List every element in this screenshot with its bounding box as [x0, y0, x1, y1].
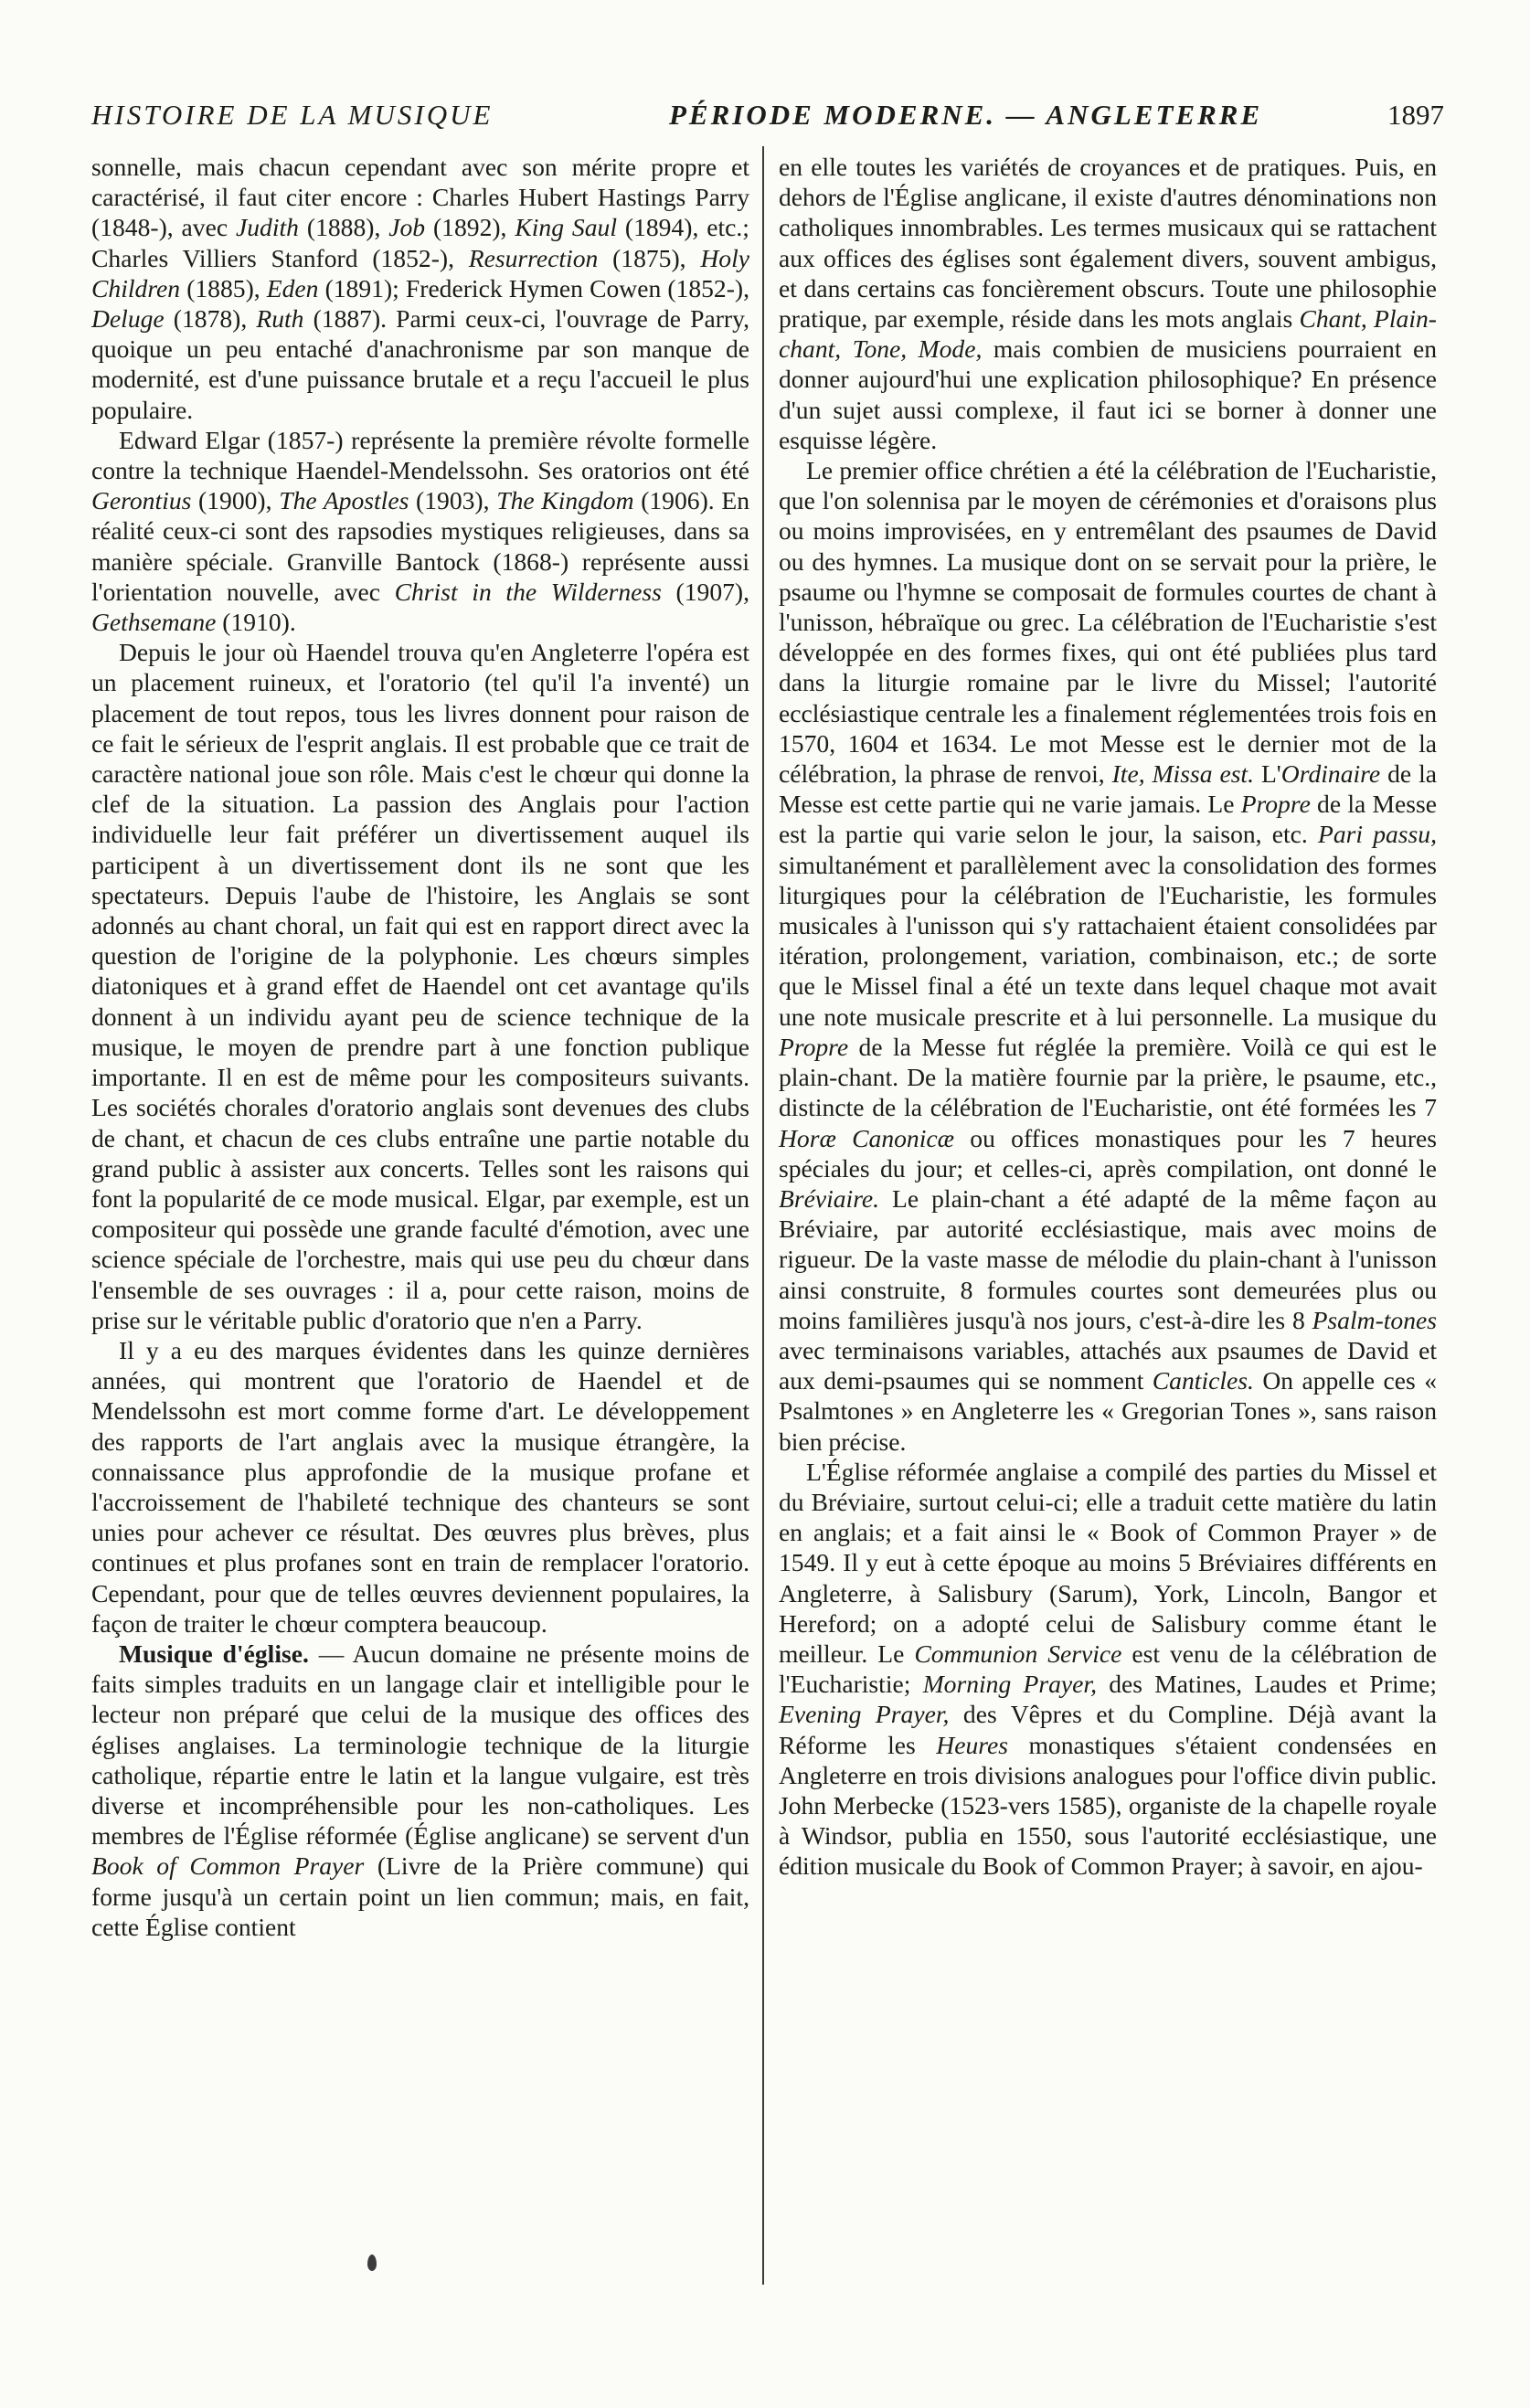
text-run: est venu de la célébration de l'Eucharistie; — [779, 1639, 1437, 1699]
text-run: L' — [1254, 759, 1281, 789]
header-section-title: PÉRIODE MODERNE. — ANGLETERRE — [669, 99, 1263, 131]
term: Ordinaire — [1280, 759, 1381, 789]
work-title: Job — [388, 213, 426, 242]
text-run: (1910). — [216, 608, 296, 637]
paragraph-church-music — [91, 1639, 749, 1942]
text-run: de la Messe est cette partie qui ne varie jamais. Le — [779, 759, 1437, 819]
text-run: avec terminaisons variables, attachés aux psaumes de David et aux demi-psaumes qui se nomment — [779, 1335, 1437, 1395]
term: Communion Service — [914, 1639, 1122, 1668]
section-heading: Musique d'église. — [119, 1639, 309, 1668]
text-run: (Livre de la Prière commune) qui forme jusqu'à un certain point un lien commun; mais, en fait, cette Église contient — [91, 1851, 749, 1941]
text-run: L'Église réformée anglaise a compilé des parties du Missel et du Bréviaire, surtout celui-ci; elle a traduit cette matière du latin en anglais; et a fait ainsi le « Book of Common Prayer » de 1549. Il y eut à cette époque au moins 5 Bréviaires différents en Angleterre, à Salisbury (Sarum), York, Lincoln, Bangor et Hereford; on a adopté celui de Salisbury comme étant le meilleur. Le — [779, 1457, 1437, 1668]
text-run: monastiques s'étaient condensées en Angleterre en trois divisions analogues pour l'office divin public. John Merbecke (1523-vers 1585), organiste de la chapelle royale à Windsor, publia en 1550, sous l'autorité ecclésiastique, une édition musicale du Book of Common Prayer; à savoir, en ajou- — [779, 1730, 1437, 1881]
work-title: Resurrection — [468, 243, 599, 272]
work-title: Gerontius — [91, 486, 192, 515]
term: Psalm-tones — [1312, 1305, 1437, 1334]
work-title: The Apostles — [279, 486, 409, 515]
text-run: (1900), — [191, 486, 280, 515]
work-title: Book of Common Prayer — [91, 1851, 365, 1881]
running-header — [91, 99, 1444, 137]
term: Canticles. — [1152, 1366, 1254, 1395]
right-column — [779, 152, 1437, 1882]
work-title: Holy Children — [91, 243, 749, 302]
text-run: (1891); Frederick Hymen Cowen (1852-), — [318, 273, 749, 302]
text-run: On appelle ces « Psalmtones » en Angleterre les « Gregorian Tones », sans raison bien précise. — [779, 1366, 1437, 1456]
paragraph-eucharist-plainchant — [779, 455, 1437, 1457]
work-title: The Kingdom — [496, 486, 634, 515]
text-run: des Vêpres et du Compline. Déjà avant la Réforme les — [779, 1700, 1437, 1759]
term: Propre — [779, 1032, 849, 1061]
term: Morning Prayer, — [922, 1670, 1097, 1699]
text-run: des Matines, Laudes et Prime; — [1096, 1670, 1437, 1699]
latin-phrase: Pari passu, — [1317, 820, 1437, 849]
page-number: 1897 — [1387, 99, 1444, 131]
latin-phrase: Horæ Canonicæ — [779, 1123, 955, 1152]
text-run: simultanément et parallèlement avec la consolidation des formes liturgiques pour la célébration de l'Eucharistie, les formules musicales à l'unisson qui s'y rattachaient étaient consolidées par itération, prolongement, variation, combinaison, etc.; de sorte que le Missel final a été un texte dans lequel chaque mot avait une note musicale prescrite et à lui personnelle. La musique du — [779, 850, 1437, 1031]
paragraph-oratorio-decline: Il y a eu des marques évidentes dans les quinze dernières années, qui montrent que l'oratorio de Haendel et de Mendelssohn est mort comme forme d'art. Le développement des rapports de l'art anglais avec la musique étrangère, la connaissance plus approfondie de la musique profane et l'accroissement de l'habileté technique des chanteurs se sont unies pour achever ce résultat. Des œuvres plus brèves, plus continues et plus profanes sont en train de remplacer l'oratorio. Cependant, pour que de telles œuvres deviennent populaires, la façon de traiter le chœur comptera beaucoup. — [91, 1335, 749, 1638]
text-run: (1907), — [661, 577, 749, 606]
text-run: en elle toutes les variétés de croyances et de pratiques. Puis, en dehors de l'Église anglicane, il existe d'autres dénominations non catholiques innombrables. Les termes musicaux qui se rattachent aux offices des églises sont également divers, souvent ambigus, et dans certains cas foncièrement obscurs. Toute une philosophie pratique, par exemple, réside dans les mots anglais — [779, 153, 1437, 334]
paragraph-terminology — [779, 152, 1437, 455]
paragraph-elgar-bantock — [91, 425, 749, 637]
term: Evening Prayer, — [779, 1700, 950, 1729]
paragraph-choral-tradition: Depuis le jour où Haendel trouva qu'en Angleterre l'opéra est un placement ruineux, et l'oratorio (tel qu'il l'a inventé) un placement de tout repos, tous les livres donnent pour raison de ce fait le sérieux de l'esprit anglais. Il est probable que ce trait de caractère national joue son rôle. Mais c'est le chœur qui donne la clef de la situation. La passion des Anglais pour l'action individuelle leur fait préférer un divertissement auquel ils participent à un divertissement dont ils ne sont que les spectateurs. Depuis l'aube de l'histoire, les Anglais se sont adonnés au chant choral, un fait qui est en rapport direct avec la question de l'origine de la polyphonie. Les chœurs simples diatoniques et à grand effet de Haendel ont cet avantage qu'ils donnent à un individu ayant peu de science technique de la musique, le moyen de prendre part à une fonction publique importante. Il en est de même pour les compositeurs suivants. Les sociétés chorales d'oratorio anglais sont devenues des clubs de chant, et chacun de ces clubs entraîne une partie notable du grand public à assister aux concerts. Telles sont les raisons qui font la popularité de ce mode musical. Elgar, par exemple, est un compositeur qui possède une grande faculté d'émotion, avec une science spéciale de l'orchestre, mais qui use peu du chœur dans l'ensemble de ses ouvrages : il a, pour cette raison, moins de prise sur le véritable public d'oratorio que n'en a Parry. — [91, 638, 749, 1334]
paragraph-book-of-common-prayer — [779, 1457, 1437, 1882]
text-run: — Aucun domaine ne présente moins de faits simples traduits en un langage clair et intelligible pour le lecteur non préparé que celui de la musique des offices des églises anglaises. La terminologie technique de la liturgie catholique, répartie entre le latin et la langue vulgaire, est très diverse et incompréhensible pour les non-catholiques. Les membres de l'Église réformée (Église anglicane) se servent d'un — [91, 1639, 749, 1851]
text-run: (1906). En réalité ceux-ci sont des rapsodies mystiques religieuses, dans sa manière spéciale. Granville Bantock (1868-) représente aussi l'orientation nouvelle, avec — [91, 486, 750, 606]
latin-phrase: Ite, Missa est. — [1111, 759, 1254, 789]
work-title: Ruth — [256, 304, 304, 334]
text-run: (1892), — [425, 213, 515, 242]
text-run: (1875), — [598, 243, 701, 272]
text-run: (1888), — [298, 213, 389, 242]
text-run: Le premier office chrétien a été la célébration de l'Eucharistie, que l'on solennisa par le moyen de cérémonies et d'oraisons plus ou moins improvisées, en y entremêlant des psaumes de David ou des hymnes. La musique dont on se servait pour la prière, le psaume ou l'hymne se composait de formules courtes de chant à l'unisson, hébraïque ou grec. La célébration de l'Eucharistie s'est développée en des formes fixes, qui ont été publiées plus tard dans la liturgie romaine par le livre du Missel; l'autorité ecclésiastique centrale les a finalement réglementées trois fois en 1570, 1604 et 1634. Le mot Messe est le dernier mot de la célébration, la phrase de renvoi, — [779, 456, 1437, 789]
left-column — [91, 152, 749, 1942]
term-list: Chant, Plain-chant, Tone, Mode, — [779, 304, 1437, 364]
text-run: de la Messe est la partie qui varie selon le jour, la saison, etc. — [779, 790, 1437, 849]
work-title: Deluge — [91, 304, 165, 334]
text-run: Le plain-chant a été adapté de la même façon au Bréviaire, par autorité ecclésiastique, mais avec moins de rigueur. De la vaste masse de mélodie du plain-chant à l'unisson ainsi construite, 8 formules courtes sont demeurées plus ou moins familières jusqu'à nos jours, c'est-à-dire les 8 — [779, 1183, 1437, 1334]
text-run: (1878), — [164, 304, 257, 334]
column-divider — [762, 146, 764, 2285]
text-run: de la Messe fut réglée la première. Voilà ce qui est le plain-chant. De la matière fournie par la prière, le psaume, etc., distincte de la célébration de l'Eucharistie, ont été formées les 7 — [779, 1032, 1437, 1122]
text-run: sonnelle, mais chacun cependant avec son mérite propre et caractérisé, il faut citer encore : Charles Hubert Hastings Parry (1848-), avec — [91, 153, 749, 242]
work-title: King Saul — [515, 213, 617, 242]
paragraph-parry-stanford-cowen — [91, 152, 749, 425]
work-title: Christ in the Wilderness — [394, 577, 662, 606]
work-title: Judith — [236, 213, 299, 242]
term: Heures — [936, 1730, 1008, 1759]
text-run: (1885), — [180, 273, 267, 302]
term: Propre — [1240, 790, 1311, 819]
text-run: (1903), — [409, 486, 497, 515]
work-title: Eden — [266, 273, 319, 302]
printer-ornament-icon — [367, 2254, 377, 2271]
text-run: (1887). Parmi ceux-ci, l'ouvrage de Parry, quoique un peu entaché d'anachronisme par son manque de modernité, est d'une puissance brutale et a reçu l'accueil le plus populaire. — [91, 304, 749, 424]
text-run: Edward Elgar (1857-) représente la première révolte formelle contre la technique Haendel-Mendelssohn. Ses oratorios ont été — [91, 425, 749, 485]
text-run: (1894), etc.; Charles Villiers Stanford (1852-), — [91, 213, 749, 272]
work-title: Gethsemane — [91, 608, 217, 637]
text-run: mais combien de musiciens pourraient en donner aujourd'hui une explication philosophique? En présence d'un sujet aussi complexe, il faut ici se borner à donner une esquisse légère. — [779, 334, 1437, 454]
header-book-title: HISTOIRE DE LA MUSIQUE — [91, 99, 494, 131]
text-run: ou offices monastiques pour les 7 heures spéciales du jour; et celles-ci, après compilation, ont donné le — [779, 1123, 1437, 1183]
term: Bréviaire. — [779, 1183, 880, 1213]
